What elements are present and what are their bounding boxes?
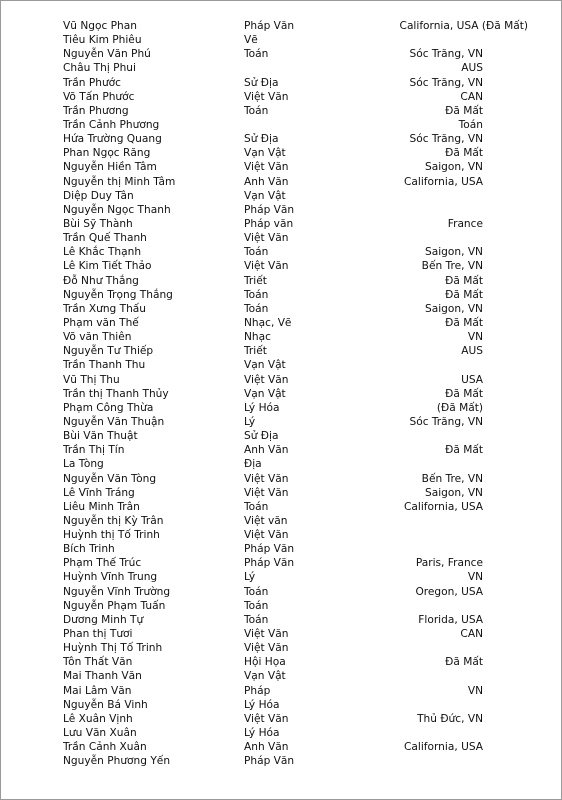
list-item (1, 429, 561, 443)
teacher-name: Trần Thanh Thu (63, 359, 146, 372)
list-item (1, 387, 561, 401)
list-item (1, 316, 561, 330)
teacher-subject: Pháp văn (244, 217, 294, 230)
teacher-name: Châu Thị Phui (63, 62, 136, 75)
teacher-subject: Việt Văn (244, 642, 289, 655)
teacher-location: Đã Mất (445, 147, 483, 160)
teacher-location: Saigon, VN (425, 486, 483, 499)
list-item (1, 160, 561, 174)
teacher-location: (Đã Mất) (436, 401, 483, 414)
teacher-subject: Anh Văn (244, 175, 289, 188)
teacher-location: Đã Mất (445, 104, 483, 117)
teacher-name: Bích Trinh (63, 543, 115, 556)
list-item (1, 104, 561, 118)
teacher-name: Phạm văn Thế (63, 316, 139, 329)
teacher-subject: Pháp Văn (244, 755, 295, 768)
teacher-location: Đã Mất (445, 387, 483, 400)
teacher-subject: Triết (244, 274, 267, 287)
teacher-subject: Vạn Vật (244, 387, 286, 400)
list-item (1, 19, 561, 33)
list-item (1, 76, 561, 90)
teacher-location: Đã Mất (445, 274, 483, 287)
list-item (1, 655, 561, 669)
teacher-name: Nguyễn Văn Phú (63, 48, 151, 61)
teacher-location: VN (467, 331, 483, 344)
list-item (1, 684, 561, 698)
teacher-name: Phạm Công Thừa (63, 401, 154, 414)
teacher-subject: Toán (244, 585, 269, 598)
list-item (1, 217, 561, 231)
teacher-location: Saigon, VN (425, 161, 483, 174)
teacher-name: Bùi Văn Thuật (63, 430, 138, 443)
teacher-subject: Lý (244, 415, 256, 428)
teacher-name: Trần Cảnh Phương (63, 118, 160, 131)
teacher-name: Nguyễn Phạm Tuấn (63, 599, 166, 612)
teacher-name: Nguyễn Phương Yến (63, 755, 171, 768)
teacher-location: Paris, France (415, 557, 483, 570)
list-item (1, 203, 561, 217)
teacher-subject: Địa (244, 458, 262, 471)
list-item (1, 231, 561, 245)
list-item (1, 585, 561, 599)
teacher-name: Lê Kim Tiết Thảo (63, 260, 152, 273)
list-item (1, 189, 561, 203)
teacher-name: Vũ Thị Thu (63, 373, 120, 386)
list-item (1, 443, 561, 457)
teacher-location: California, USA (404, 500, 483, 513)
teacher-location: Saigon, VN (425, 302, 483, 315)
teacher-subject: Vạn Vật (244, 359, 286, 372)
teacher-subject: Việt Văn (244, 232, 289, 245)
teacher-location: Đã Mất (445, 444, 483, 457)
teacher-name: Phạm Thế Trúc (63, 557, 142, 570)
teacher-subject: Việt văn (244, 514, 288, 527)
teacher-subject: Anh Văn (244, 741, 289, 754)
list-item (1, 669, 561, 683)
list-item (1, 358, 561, 372)
teacher-subject: Lý Hóa (244, 401, 280, 414)
list-item (1, 712, 561, 726)
list-item (1, 754, 561, 768)
teacher-subject: Vạn Vật (244, 670, 286, 683)
list-item (1, 90, 561, 104)
teacher-location: Florida, USA (418, 613, 483, 626)
teacher-subject: Việt Văn (244, 472, 289, 485)
teacher-subject: Toán (244, 302, 269, 315)
teacher-name: Võ Tấn Phước (63, 90, 135, 103)
teacher-name: Phan Ngọc Răng (63, 147, 151, 160)
teacher-location: Đã Mất (445, 656, 483, 669)
teacher-name: Diệp Duy Tân (63, 189, 134, 202)
teacher-location: CAN (460, 90, 483, 103)
teacher-name: Trần thị Thanh Thủy (63, 387, 169, 400)
list-item (1, 726, 561, 740)
list-item (1, 373, 561, 387)
list-item (1, 542, 561, 556)
teacher-name: Võ văn Thiên (63, 331, 132, 344)
list-item (1, 61, 561, 75)
teacher-location: Đã Mất (445, 316, 483, 329)
teacher-location: France (447, 217, 483, 230)
teacher-name: Nguyễn Bá Vinh (63, 698, 148, 711)
teacher-subject: Pháp Văn (244, 557, 295, 570)
list-item (1, 33, 561, 47)
teacher-subject: Việt Văn (244, 529, 289, 542)
teacher-name: Trần Phước (63, 76, 121, 89)
teacher-subject: Hội Họa (244, 656, 286, 669)
teacher-name: Huỳnh Vĩnh Trung (63, 571, 158, 584)
teacher-location: USA (461, 373, 483, 386)
list-item (1, 330, 561, 344)
teacher-name: Nguyễn thị Minh Tâm (63, 175, 176, 188)
teacher-subject: Pháp Văn (244, 543, 295, 556)
teacher-location: Sóc Trăng, VN (409, 415, 483, 428)
list-item (1, 514, 561, 528)
teacher-name: Bùi Sỹ Thành (63, 217, 133, 230)
teacher-name: Dương Minh Tự (63, 613, 144, 626)
teacher-subject: Lý Hóa (244, 727, 280, 740)
teacher-name: Nguyễn Văn Tòng (63, 472, 157, 485)
list-item (1, 118, 561, 132)
teacher-location: Bến Tre, VN (421, 260, 483, 273)
teacher-location: California, USA (404, 741, 483, 754)
list-item (1, 245, 561, 259)
teacher-name: Trần Quế Thanh (63, 232, 147, 245)
teacher-subject: Vạn Vật (244, 189, 286, 202)
teacher-name: Lê Xuân Vịnh (63, 712, 133, 725)
teacher-name: Đỗ Như Thắng (63, 274, 139, 287)
list-item (1, 146, 561, 160)
teacher-subject: Triết (244, 345, 267, 358)
list-item (1, 47, 561, 61)
teacher-name: Phan thị Tươi (63, 628, 133, 641)
teacher-location: California, USA (Đã Mất) (399, 20, 528, 32)
teacher-location: VN (467, 684, 483, 697)
teacher-name: Trần Phương (63, 104, 129, 117)
teacher-name: Lưu Văn Xuân (63, 727, 137, 740)
teacher-subject: Việt Văn (244, 373, 289, 386)
list-item (1, 613, 561, 627)
teacher-name: Liêu Minh Trân (63, 500, 140, 513)
teacher-name: Lê Vĩnh Tráng (63, 486, 135, 499)
teacher-location: Saigon, VN (425, 246, 483, 259)
teacher-subject: Sử Địa (244, 76, 279, 89)
list-item (1, 599, 561, 613)
teacher-name: Huỳnh Thị Tố Trinh (63, 642, 163, 655)
list-item (1, 288, 561, 302)
teacher-location: CAN (460, 628, 483, 641)
list-item (1, 740, 561, 754)
teacher-subject: Sử Địa (244, 133, 279, 146)
teacher-subject: Việt Văn (244, 628, 289, 641)
teacher-name: Mai Lâm Văn (63, 684, 132, 697)
teacher-name: Hứa Trường Quang (63, 133, 162, 146)
teacher-subject: Pháp Văn (244, 20, 295, 32)
list-item (1, 457, 561, 471)
list-item (1, 556, 561, 570)
list-item (1, 627, 561, 641)
list-item (1, 698, 561, 712)
teacher-subject: Việt Văn (244, 161, 289, 174)
teacher-subject: Toán (244, 246, 269, 259)
list-item (1, 500, 561, 514)
teacher-name: Vũ Ngọc Phan (63, 20, 137, 32)
teacher-name: Nguyễn Ngọc Thanh (63, 203, 171, 216)
list-item (1, 175, 561, 189)
teacher-name: Nguyễn thị Kỳ Trân (63, 514, 164, 527)
teacher-subject: Toán (244, 48, 269, 61)
teacher-location: Thủ Đức, VN (417, 712, 483, 725)
teacher-subject: Toán (244, 599, 269, 612)
list-item (1, 401, 561, 415)
teacher-subject: Lý (244, 571, 256, 584)
teacher-name: Tôn Thất Văn (63, 656, 133, 669)
teacher-subject: Pháp (244, 684, 271, 697)
teacher-subject: Pháp Văn (244, 203, 295, 216)
teacher-subject: Lý Hóa (244, 698, 280, 711)
teacher-name: Nguyễn Tư Thiếp (63, 345, 154, 358)
list-item (1, 570, 561, 584)
teacher-location: Bến Tre, VN (421, 472, 483, 485)
teacher-name: Nguyễn Hiền Tâm (63, 161, 157, 174)
teacher-location: Toán (458, 118, 483, 131)
teacher-name: Nguyễn Văn Thuận (63, 415, 165, 428)
teacher-location: Oregon, USA (415, 585, 483, 598)
teacher-location: VN (467, 571, 483, 584)
list-item (1, 274, 561, 288)
list-item (1, 486, 561, 500)
teacher-name: Trần Xưng Thấu (63, 302, 147, 315)
teacher-subject: Vẽ (244, 34, 258, 47)
list-item (1, 259, 561, 273)
list-item (1, 344, 561, 358)
teacher-name: Lê Khắc Thạnh (63, 246, 142, 259)
list-item (1, 528, 561, 542)
teacher-subject: Toán (244, 613, 269, 626)
teacher-name: Mai Thanh Văn (63, 670, 142, 683)
teacher-subject: Nhạc (244, 331, 271, 344)
teacher-name: Huỳnh thị Tố Trinh (63, 529, 160, 542)
teacher-subject: Toán (244, 288, 269, 301)
teacher-subject: Việt Văn (244, 712, 289, 725)
teacher-name: La Tòng (63, 458, 104, 471)
teacher-name: Trần Thị Tín (63, 444, 125, 457)
teacher-subject: Anh Văn (244, 444, 289, 457)
teacher-location: AUS (461, 345, 483, 358)
list-item (1, 415, 561, 429)
teacher-location: Sóc Trăng, VN (409, 76, 483, 89)
teacher-location: Sóc Trăng, VN (409, 133, 483, 146)
teacher-list (1, 19, 561, 768)
list-item (1, 472, 561, 486)
teacher-location: Đã Mất (445, 288, 483, 301)
teacher-subject: Nhạc, Vẽ (244, 316, 292, 329)
teacher-subject: Việt Văn (244, 260, 289, 273)
teacher-subject: Toán (244, 500, 269, 513)
list-item (1, 132, 561, 146)
teacher-name: Nguyễn Trọng Thắng (63, 288, 173, 301)
teacher-subject: Sử Địa (244, 430, 279, 443)
teacher-subject: Toán (244, 104, 269, 117)
list-item (1, 641, 561, 655)
teacher-subject: Việt Văn (244, 486, 289, 499)
teacher-name: Tiêu Kim Phiêu (63, 34, 142, 47)
teacher-location: AUS (461, 62, 483, 75)
teacher-location: Sóc Trăng, VN (409, 48, 483, 61)
teacher-subject: Vạn Vật (244, 147, 286, 160)
list-item (1, 302, 561, 316)
teacher-name: Trần Cảnh Xuân (63, 741, 147, 754)
teacher-subject: Việt Văn (244, 90, 289, 103)
teacher-location: California, USA (404, 175, 483, 188)
teacher-name: Nguyễn Vĩnh Trường (63, 585, 171, 598)
